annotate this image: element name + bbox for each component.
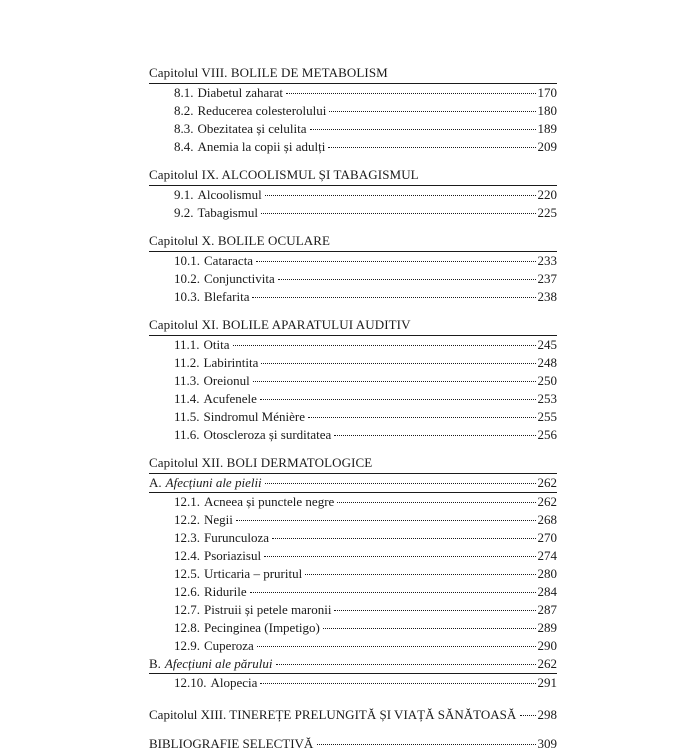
entry-number: 12.9. (174, 638, 200, 653)
entry-title: Otoscleroza și surditatea (203, 427, 332, 442)
toc-entry[interactable] (149, 408, 557, 426)
entry-title: Cataracta (204, 253, 254, 268)
dot-leader (334, 435, 535, 436)
entry-number: 11.1. (174, 337, 200, 352)
dot-leader (276, 664, 536, 665)
page-number: 274 (537, 548, 557, 563)
page-number: 250 (537, 373, 557, 388)
entry-title: Pecinginea (Impetigo) (204, 620, 320, 635)
dot-leader (520, 715, 535, 716)
page-number: 290 (537, 638, 557, 653)
page-number: 248 (537, 355, 557, 370)
toc-entry[interactable] (149, 529, 557, 547)
entry-title: Urticaria – pruritul (204, 566, 303, 581)
toc-entry[interactable] (149, 186, 557, 204)
dot-leader (334, 610, 535, 611)
entry-number: 12.2. (174, 512, 200, 527)
table-of-contents (149, 64, 557, 753)
page-number: 256 (537, 427, 557, 442)
toc-entry[interactable] (149, 493, 557, 511)
entry-number: 12.1. (174, 494, 200, 509)
entry-number: 9.1. (174, 187, 194, 202)
page-number: 270 (537, 530, 557, 545)
dot-leader (260, 399, 536, 400)
dot-leader (261, 363, 535, 364)
entry-number: 8.3. (174, 121, 194, 136)
section-title-text: Afecțiuni ale pielii (165, 475, 262, 490)
page-number: 284 (537, 584, 557, 599)
dot-leader (250, 592, 536, 593)
section-label: B. (149, 656, 161, 671)
entry-number: 11.4. (174, 391, 200, 406)
entry-number: 12.10. (174, 675, 207, 690)
chapter-heading[interactable]: Capitolul X. BOLILE OCULARE (149, 232, 557, 252)
toc-entry[interactable] (149, 252, 557, 270)
page-number: 287 (537, 602, 557, 617)
entry-number: 8.1. (174, 85, 194, 100)
entry-title: Cuperoza (204, 638, 254, 653)
toc-entry[interactable] (149, 426, 557, 444)
dot-leader (337, 502, 535, 503)
entry-number: 10.2. (174, 271, 200, 286)
entry-title: Reducerea colesterolului (197, 103, 327, 118)
dot-leader (264, 556, 535, 557)
toc-entry[interactable] (149, 102, 557, 120)
toc-entry[interactable] (149, 565, 557, 583)
entry-number: 12.3. (174, 530, 200, 545)
chapter-block (149, 454, 557, 692)
dot-leader (272, 538, 536, 539)
toc-entry[interactable] (149, 547, 557, 565)
entry-title: Acneea și punctele negre (204, 494, 335, 509)
chapter-block (149, 316, 557, 444)
entry-title: Alopecia (210, 675, 258, 690)
entry-number: 12.4. (174, 548, 200, 563)
entry-title: Sindromul Ménière (203, 409, 305, 424)
entry-title: Ridurile (204, 584, 247, 599)
page-number: 255 (537, 409, 557, 424)
dot-leader (233, 345, 536, 346)
toc-entry[interactable] (149, 354, 557, 372)
toc-entry[interactable] (149, 619, 557, 637)
entry-number: 11.3. (174, 373, 200, 388)
dot-leader (261, 213, 536, 214)
dot-leader (256, 261, 535, 262)
toc-entry[interactable] (149, 474, 557, 493)
page-number: 189 (537, 121, 557, 136)
entry-number: 12.5. (174, 566, 200, 581)
page-number: 237 (537, 271, 557, 286)
toc-entry[interactable] (149, 637, 557, 655)
section-title-text: Afecțiuni ale părului (164, 656, 273, 671)
entry-number: 10.1. (174, 253, 200, 268)
page-number: 180 (537, 103, 557, 118)
entry-title: Obezitatea și celulita (197, 121, 307, 136)
entry-title: Tabagismul (197, 205, 258, 220)
chapter-block (149, 64, 557, 156)
toc-entry[interactable] (149, 601, 557, 619)
entry-number: 11.2. (174, 355, 200, 370)
toc-final-entry[interactable] (149, 735, 557, 753)
toc-final-entry[interactable] (149, 706, 557, 724)
toc-entry[interactable] (149, 583, 557, 601)
section-title (165, 655, 273, 673)
page-number: 289 (537, 620, 557, 635)
dot-leader (328, 147, 535, 148)
page-number: 209 (537, 139, 557, 154)
toc-entry[interactable] (149, 372, 557, 390)
dot-leader (260, 683, 535, 684)
entry-title: Anemia la copii și adulți (197, 139, 326, 154)
entry-title: Capitolul XIII. TINEREȚE PRELUNGITĂ ȘI VIAȚĂ SĂNĂTOASĂ (149, 707, 517, 722)
chapter-heading[interactable]: Capitolul XI. BOLILE APARATULUI AUDITIV (149, 316, 557, 336)
entry-title: Furunculoza (204, 530, 269, 545)
entry-title: Negii (204, 512, 233, 527)
dot-leader (329, 111, 535, 112)
page-number: 238 (537, 289, 557, 304)
toc-entry[interactable] (149, 511, 557, 529)
entry-number: 9.2. (174, 205, 194, 220)
page-number: 262 (537, 494, 557, 509)
page-number: 298 (537, 707, 557, 722)
page-number: 268 (537, 512, 557, 527)
entry-title: Labirintita (203, 355, 259, 370)
page-number: 225 (537, 205, 557, 220)
entry-title: Conjunctivita (204, 271, 275, 286)
chapter-heading[interactable]: Capitolul XII. BOLI DERMATOLOGICE (149, 454, 557, 474)
page-number: 280 (537, 566, 557, 581)
dot-leader (286, 93, 535, 94)
entry-number: 10.3. (174, 289, 200, 304)
entry-title: Diabetul zaharat (197, 85, 284, 100)
dot-leader (253, 381, 536, 382)
chapter-block (149, 166, 557, 222)
entry-number: 12.7. (174, 602, 200, 617)
entry-title: Otita (203, 337, 230, 352)
entry-number: 12.6. (174, 584, 200, 599)
toc-entry[interactable] (149, 390, 557, 408)
page-number: 262 (537, 656, 557, 671)
toc-entry[interactable] (149, 336, 557, 354)
dot-leader (265, 483, 536, 484)
page-number: 245 (537, 337, 557, 352)
chapter-heading[interactable]: Capitolul VIII. BOLILE DE METABOLISM (149, 64, 557, 84)
entry-number: 11.6. (174, 427, 200, 442)
dot-leader (317, 744, 535, 745)
entry-number: 8.2. (174, 103, 194, 118)
entry-title: BIBLIOGRAFIE SELECTIVĂ (149, 736, 314, 751)
page-number: 253 (537, 391, 557, 406)
entry-title: Oreionul (203, 373, 250, 388)
entry-title: Acufenele (203, 391, 257, 406)
toc-entry[interactable] (149, 674, 557, 692)
toc-entry[interactable] (149, 270, 557, 288)
entry-title: Psoriazisul (204, 548, 262, 563)
dot-leader (278, 279, 536, 280)
page-number: 233 (537, 253, 557, 268)
section-label: A. (149, 475, 162, 490)
page-number: 262 (537, 475, 557, 490)
dot-leader (310, 129, 536, 130)
entry-title: Blefarita (204, 289, 250, 304)
entry-number: 8.4. (174, 139, 194, 154)
toc-entry[interactable] (149, 204, 557, 222)
section-title (166, 474, 262, 492)
chapter-heading[interactable]: Capitolul IX. ALCOOLISMUL ȘI TABAGISMUL (149, 166, 557, 186)
toc-entry[interactable] (149, 655, 557, 674)
dot-leader (305, 574, 535, 575)
dot-leader (236, 520, 536, 521)
dot-leader (265, 195, 536, 196)
entry-title: Pistruii și petele maronii (204, 602, 332, 617)
toc-entry[interactable] (149, 138, 557, 156)
entry-number: 12.8. (174, 620, 200, 635)
toc-entry[interactable] (149, 288, 557, 306)
page-number: 309 (537, 736, 557, 751)
dot-leader (308, 417, 536, 418)
dot-leader (323, 628, 536, 629)
page-number: 291 (537, 675, 557, 690)
chapter-block (149, 232, 557, 306)
entry-number: 11.5. (174, 409, 200, 424)
page-number: 220 (537, 187, 557, 202)
dot-leader (252, 297, 535, 298)
page-number: 170 (537, 85, 557, 100)
dot-leader (257, 646, 536, 647)
toc-entry[interactable] (149, 120, 557, 138)
toc-entry[interactable] (149, 84, 557, 102)
entry-title: Alcoolismul (197, 187, 262, 202)
